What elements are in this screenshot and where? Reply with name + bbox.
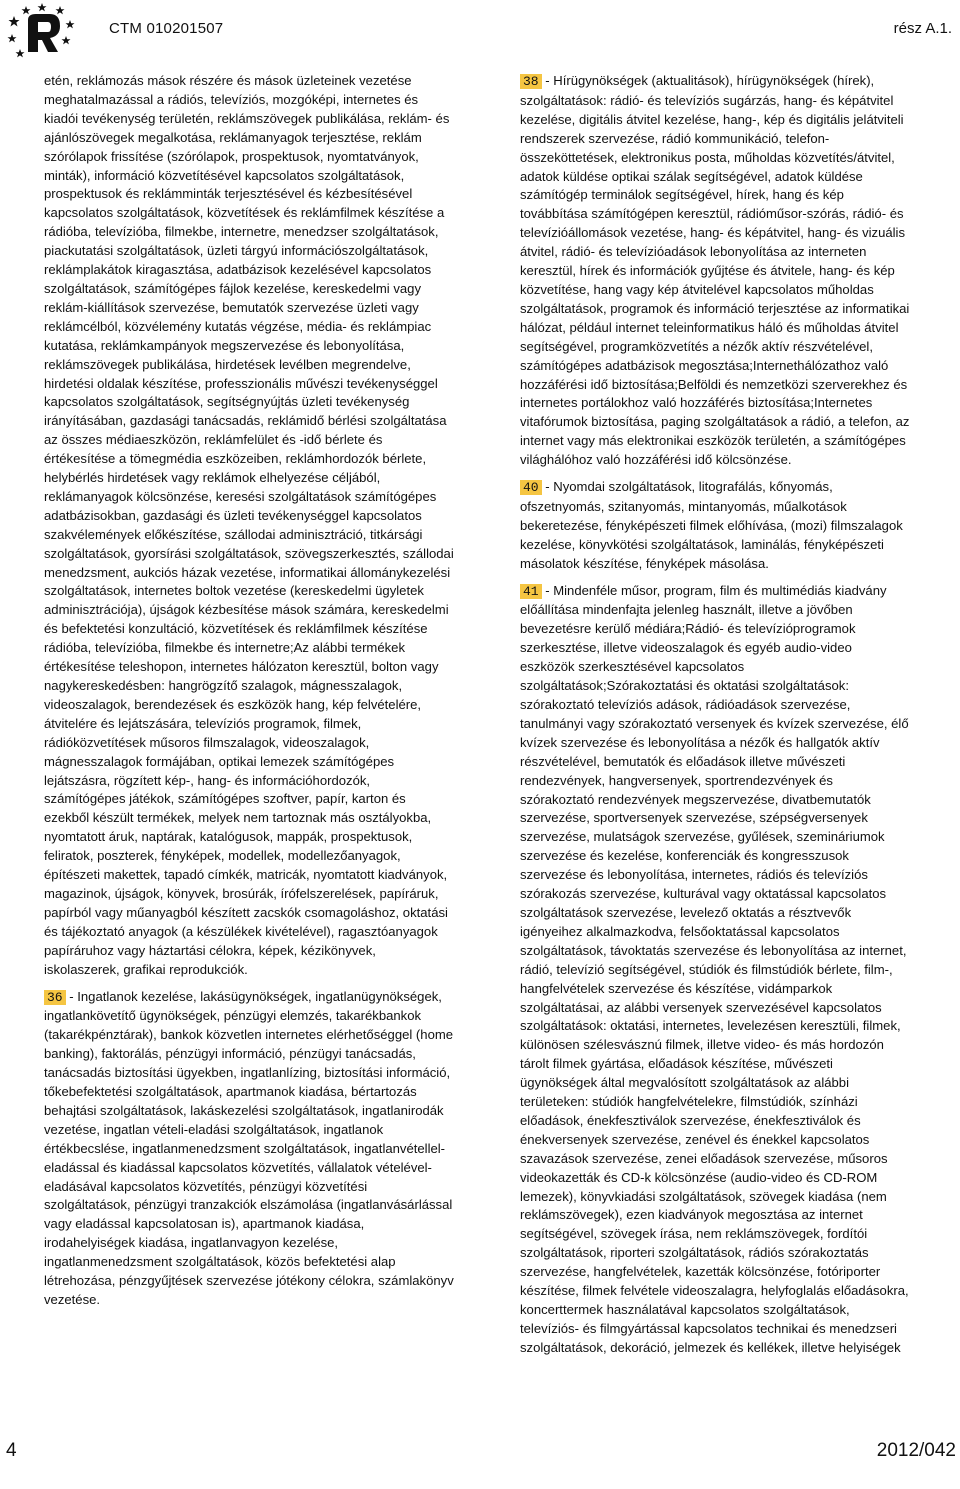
left-column <box>44 72 454 1318</box>
star-icon <box>56 6 65 14</box>
emblem-icon <box>28 14 60 52</box>
star-icon <box>66 20 75 28</box>
page-number: 4 <box>6 1440 17 1461</box>
class-number-41: 41 <box>520 584 542 599</box>
star-icon <box>9 16 20 27</box>
star-icon <box>62 36 71 44</box>
star-icon <box>8 34 17 42</box>
ohim-logo <box>4 2 92 62</box>
paragraph-class-41 <box>520 582 910 1358</box>
class-38-text: - Hírügynökségek (aktualitások), hírügynökségek (hírek), szolgáltatások: rádió- és televíziós sugárzás, hang- és képátvitel kezelése, digitális átvitel kezelése, hang-, kép és digitális jelátviteli rendszerek szervezése, rádió kommunikáció, telefon-összeköttetések, elektronikus posta, műholdas közvetítés/átvitel, adatok küldése optikai szálak segítségével, adatok küldése számítógép terminálok segítségével, hírek, hang és kép továbbítása számítógépen keresztül, rádióműsor-szórás, rádió- és televízióállomások vezetése, hang- és képátvitel, hang- és vizuális átvitel, rádió- és televízióadások lebonyolítása az interneten keresztül, hírek és információk gyűjtése és átvitele, hang- és kép közvetítése, hang vagy kép átvitelével kapcsolatos műholdas szolgáltatások, programok és információ terjesztése az informatikai hálózat, például internet teleinformatikus háló és műholdas átvitel segítségével, programközvetítés a nézők aktív részvételével, számítógépes adatbázisok megosztása;Internethálózathoz való hozzáférési idő biztosítása;Belföldi és nemzetközi szerverekhez és internetes portálokhoz való hozzáférés biztosítása;Internetes vitafórumok biztosítása, paging szolgáltatások a rádió, a telefon, az internet vagy más elektronikai eszközök területén, a számítógépes világhálóhoz való hozzáférési idő kölcsönzése. <box>520 73 910 468</box>
class-40-text: - Nyomdai szolgáltatások, litografálás, kőnyomás, ofszetnyomás, szitanyomás, mintanyomás, műalkotások bekeretezése, fényképészeti filmek előhívása, (mozi) filmszalagok kezelése, könyvkötési szolgáltatások, laminálás, fényképészeti másolatok készítése, fényképek másolása. <box>520 479 903 571</box>
class-36-text: - Ingatlanok kezelése, lakásügynökségek, ingatlanügynökségek, ingatlankövetítő ügynökségek, pénzügyi elemzés, takarékbankok (takarékpénztárak), bankok közvetlen internetes elérhetőséggel (home banking), faktorálás, pénzügyi információ, pénzügyi tanácsadás, tanácsadás biztosítási ügyekben, ingatlanlízing, biztosítási információ, tőkebefektetési szolgáltatások, apartmanok kiadása, bértartozás behajtási szolgáltatások, lakáskezelési szolgáltatások, ingatlanirodák vezetése, ingatlan vételi-eladási szolgáltatások, ingatlanok értékbecslése, ingatlanmenedzsment szolgáltatások, ingatlanvétellel-eladással és kiadással kapcsolatos közvetítés, vállalatok vételével-eladásával kapcsolatos közvetítés, pénzügyi közvetítési szolgáltatások, pénzügyi tranzakciók elszámolása (ingatlanvásárlással vagy eladással kapcsolatosan is), apartmanok kiadása, irodahelyiségek kiadása, ingatlanvagyon kezelése, ingatlanmenedzsment szolgáltatások, közös befektetési alap létrehozása, pénzgyűjtések szervezése jótékony célokra, számlakönyv vezetése. <box>44 988 454 1307</box>
paragraph-class-36 <box>44 988 454 1310</box>
class-number-38: 38 <box>520 74 542 89</box>
paragraph-class-40 <box>520 478 910 574</box>
right-column <box>520 72 910 1366</box>
document-code: CTM 010201507 <box>109 20 224 37</box>
class-41-text: - Mindenféle műsor, program, film és multimédiás kiadvány előállítása mindenfajta jelenleg használt, illetve a jövőben bevezetésre kerülő médiára;Rádió- és televízióprogramok szerkesztése, illetve videoszalagok és egyéb audio-video eszközök szerkesztésével kapcsolatos szolgáltatások;Szórakoztatási és oktatási szolgáltatások: szórakoztató televíziós adások, rádióadások szervezése, tanulmányi vagy szórakoztató versenyek és kvízek szervezése, élő kvízek szervezése és lebonyolítása a nézők és hallgatók aktív részvételével, bemutatók és előadások illetve művészeti rendezvények, hangversenyek, sportrendezvények és szórakoztató rendezvények megszervezése, divatbemutatók szervezése, sportversenyek szervezése, szépségversenyek szervezése, mulatságok szervezése, gyűlések, szemináriumok szervezése és kezelése, konferenciák és kongresszusok szervezése és lebonyolítása, internetes, rádiós és televíziós szórakozás szervezése, kulturával vagy oktatással kapcsolatos szolgáltatások szervezése, levelező oktatás a résztvevők igényeihez alkalmazkodva, felsőoktatással kapcsolatos szolgáltatások, távoktatás szervezése és lebonyolítása az internet, rádió, televízió segítségével, stúdiók és filmstúdiók bérlete, film-, hangfelvételek szervezése és készítése, vidámparkok szolgáltatásai, az alábbi versenyek szervezésével kapcsolatos szolgáltatások: oktatási, internetes, levelezésen keresztüli, filmek, különösen szélesvásznú filmek, illetve video- és más hordozón tárolt filmek gyártása, előadások készítése, művészeti ügynökségek által megvalósított szolgáltatások az alábbi területeken: stúdiók hangfelvételekre, filmstúdiók, színházi előadások, énekfesztiválok szervezése, énekfesztiválok és énekversenyek szervezése, zenével és énekkel kapcsolatos szavazások szervezése, zenei előadások szervezése, műsoros videokazetták és CD-k kölcsönzése (audio-video és CD-ROM lemezek), könyvkiadási szolgáltatások, szövegek kiadása (nem reklámszövegek), ezen kiadványok megosztása az internet segítségével, szövegek írása, nem reklámszövegek, fordítói szolgáltatások, riporteri szolgáltatások, rádiós szórakoztatás szervezése, hangfelvételek, kazetták kölcsönzése, fotóriporter készítése, filmek felvétele videoszalagra, helyfoglalás előadásokra, koncerttermek használatával kapcsolatos szolgáltatások, televíziós- és filmgyártással kapcsolatos technikai és menedzseri szolgáltatások, dekoráció, jelmezek és kellékek, illetve helyiségek <box>520 582 909 1355</box>
star-icon <box>16 49 25 57</box>
section-label: rész A.1. <box>893 20 952 37</box>
star-icon <box>22 6 31 14</box>
paragraph-continuation: etén, reklámozás mások részére és mások üzleteinek vezetése meghatalmazással a rádiós, televíziós, mozgóképi, internetes és kiadói tevékenység területén, reklámszövegek publikálása, reklám- és ajánlószövegek megalkotása, reklámanyagok terjesztése, reklám szórólapok frissítése (szórólapok, prospektusok, nyomtatványok, minták), információ közvetítésével kapcsolatos szolgáltatások, prospektusok és reklámminták terjesztésével és kézbesítésével kapcsolatos szolgáltatások, közvetítések és reklámfilmek készítése a rádióba, televízióba, filmekbe, internetre, menedzser szolgáltatások, piackutatási szolgáltatások, üzleti tárgyú információszolgáltatások, reklámplakátok kiragasztása, adatbázisok kezelésével kapcsolatos szolgáltatások, számítógépes fájlok kezelése, kereskedelmi vagy reklám-kiállítások szervezése, bemutatók szervezése üzleti vagy reklámcélból, közvélemény kutatás végzése, média- és reklámpiac kutatása, reklámkampányok megszervezése és lebonyolítása, reklámszövegek publikálása, hirdetések levélben megrendelve, hirdetési oldalak készítése, professzionális művészi tevékenységgel kapcsolatos szolgáltatások, segítségnyújtás üzleti tevékenység irányításában, gazdasági tanácsadás, reklámidő bérlési szolgáltatása az összes médiaeszközön, reklámfelület és -idő bérlete és értékesítése a tömegmédia eszközeiben, reklámhordozók bérlete, helybérlés hirdetések vagy reklámok elhelyezése céljából, reklámanyagok kölcsönzése, keresési szolgáltatások számítógépes adatbázisokban, gazdasági és üzleti tevékenységgel kapcsolatos szakvélemények előkészítése, szállodai adminisztráció, titkársági szolgáltatások, gyorsírási szolgáltatások, szövegszerkesztés, szállodai menedzsment, aukciós házak vezetése, informatikai állománykezelési szolgáltatások, internetes boltok vezetése (kereskedelmi ügyletek adminisztrációja), újságok kézbesítése mások számára, kereskedelmi és befektetési konzultáció, közvetítések és reklámfilmek készítése rádióba, televízióba, filmekbe és internetre;Az alábbi termékek értékesítése teleshopon, internetes hálózaton keresztül, bolton vagy nagykereskedésben: hangrögzítő szalagok, mágnesszalagok, videoszalagok, berendezések és eszközök hang, kép felvételére, átvitelére és lejátszására, televíziós programok, filmek, rádióközvetítések műsoros filmszalagok, videoszalagok, mágnesszalagok formájában, optikai lemezek számítógépes lejátszásra, rögzített kép-, hang- és információhordozók, számítógépes játékok, számítógépes szoftver, papír, karton és ezekből készült termékek, melyek nem tartoznak más osztályokba, nyomtatott áruk, naptárak, katalógusok, mappák, prospektusok, feliratok, poszterek, fényképek, modellek, modellezőanyagok, építészeti makettek, tapadó címkék, matricák, nyomtatott kiadványok, magazinok, újságok, könyvek, brosúrák, írófelszerelések, papíráruk, papírból vagy műanyagból készített zacskók csomagoláshoz, oktatási és tájékoztató anyagok (a készülékek kivételével), ragasztóanyagok papíráruhoz vagy háztartási célokra, képek, kézikönyvek, iskolaszerek, grafikai reprodukciók. <box>44 73 454 977</box>
class-number-40: 40 <box>520 480 542 495</box>
paragraph-class-38 <box>520 72 910 470</box>
class-number-36: 36 <box>44 990 66 1005</box>
star-icon <box>38 3 47 11</box>
issue-number: 2012/042 <box>876 1440 956 1461</box>
